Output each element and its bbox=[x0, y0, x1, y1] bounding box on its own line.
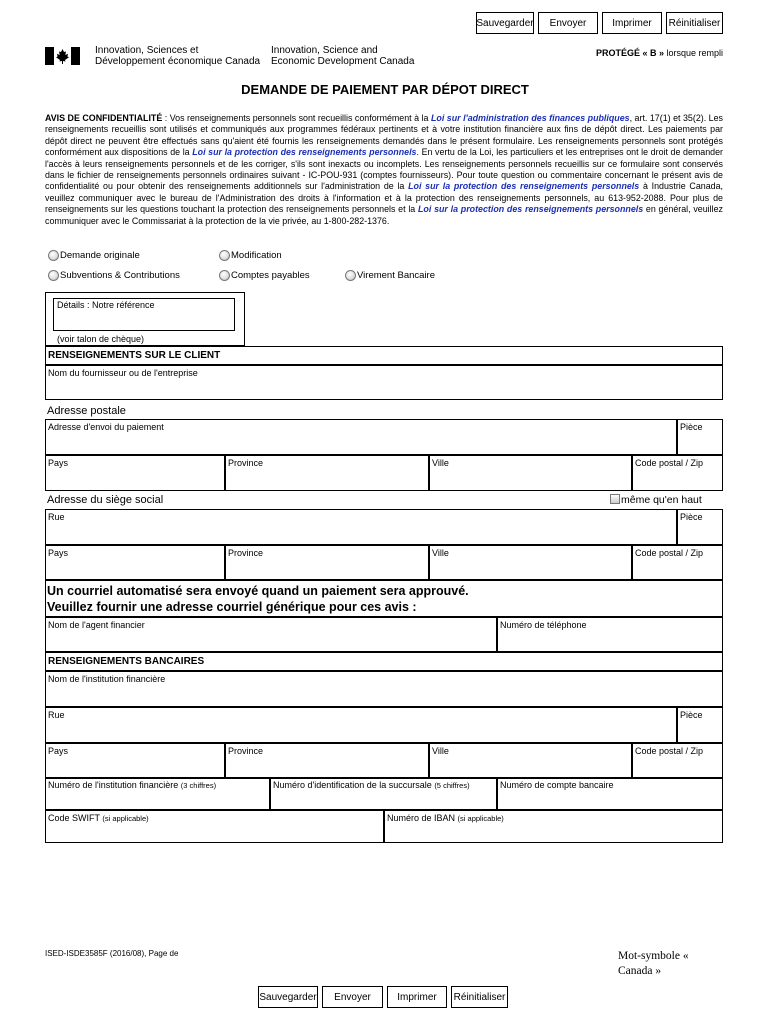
print-button[interactable]: Imprimer bbox=[602, 12, 662, 34]
save-button-bottom[interactable]: Sauvegarder bbox=[258, 986, 318, 1008]
bank-country-label: Pays bbox=[48, 746, 69, 756]
postal-address-heading: Adresse postale bbox=[47, 405, 126, 417]
bank-street-field[interactable] bbox=[45, 707, 677, 743]
send-button[interactable]: Envoyer bbox=[538, 12, 598, 34]
bank-city-label: Ville bbox=[432, 746, 449, 756]
same-as-above-label: même qu'en haut bbox=[621, 494, 702, 506]
protected-label: PROTÉGÉ « B » lorsque rempli bbox=[595, 48, 723, 58]
supplier-name-label: Nom du fournisseur ou de l'entreprise bbox=[48, 368, 198, 378]
country-field-2[interactable] bbox=[45, 545, 225, 580]
phone-label: Numéro de téléphone bbox=[500, 620, 587, 630]
head-office-heading: Adresse du siège social bbox=[47, 494, 164, 506]
canada-wordmark: Mot-symbole « Canada » bbox=[618, 950, 689, 977]
bank-country-field[interactable] bbox=[45, 743, 225, 778]
city-label-2: Ville bbox=[432, 548, 449, 558]
country-label-2: Pays bbox=[48, 548, 69, 558]
radio-modification[interactable]: Modification bbox=[219, 250, 282, 261]
institution-number-label: Numéro de l'institution financière (3 chiffres) bbox=[48, 780, 217, 790]
reset-button-bottom[interactable]: Réinitialiser bbox=[451, 986, 508, 1008]
form-id: ISED-ISDE3585F (2016/08), Page de bbox=[45, 949, 179, 958]
city-label: Ville bbox=[432, 458, 449, 468]
dept-name-en: Innovation, Science and Economic Development Canada bbox=[271, 45, 415, 67]
radio-bank-transfer[interactable]: Virement Bancaire bbox=[345, 270, 435, 281]
reset-button[interactable]: Réinitialiser bbox=[666, 12, 723, 34]
law-link: Loi sur la protection des renseignements personnels bbox=[192, 147, 417, 158]
province-label: Province bbox=[228, 458, 264, 468]
unit-label-2: Pièce bbox=[680, 512, 703, 522]
radio-original-request[interactable]: Demande originale bbox=[48, 250, 140, 261]
bank-unit-label: Pièce bbox=[680, 710, 703, 720]
law-link: Loi sur l'administration des finances publiques bbox=[431, 113, 630, 123]
account-number-label: Numéro de compte bancaire bbox=[500, 780, 614, 790]
reference-label: Détails : Notre référence bbox=[57, 300, 155, 310]
radio-accounts-payable[interactable]: Comptes payables bbox=[219, 270, 310, 281]
city-field[interactable] bbox=[429, 455, 632, 491]
city-field-2[interactable] bbox=[429, 545, 632, 580]
page-title: DEMANDE DE PAIEMENT PAR DÉPOT DIRECT bbox=[241, 82, 529, 97]
reference-stub-note: (voir talon de chèque) bbox=[57, 334, 145, 344]
iban-label: Numéro de IBAN (si applicable) bbox=[387, 813, 504, 823]
bank-province-label: Province bbox=[228, 746, 264, 756]
street-label: Rue bbox=[48, 512, 65, 522]
same-as-above-checkbox[interactable] bbox=[610, 494, 620, 504]
institution-name-label: Nom de l'institution financière bbox=[48, 674, 166, 684]
law-link: Loi sur la protection des renseignements personnels bbox=[418, 204, 644, 215]
print-button-bottom[interactable]: Imprimer bbox=[387, 986, 447, 1008]
radio-circle-icon bbox=[48, 270, 59, 281]
country-label: Pays bbox=[48, 458, 69, 468]
client-section-title: RENSEIGNEMENTS SUR LE CLIENT bbox=[48, 350, 221, 361]
street-field[interactable] bbox=[45, 509, 677, 545]
email-notice-text: Un courriel automatisé sera envoyé quand un paiement sera approuvé. Veuillez fournir une adresse courriel générique pour ces avis : bbox=[47, 584, 469, 614]
save-button[interactable]: Sauvegarder bbox=[476, 12, 534, 34]
radio-circle-icon bbox=[48, 250, 59, 261]
radio-circle-icon bbox=[219, 250, 230, 261]
branch-number-label: Numéro d'identification de la succursale (5 chiffres) bbox=[273, 780, 470, 790]
payment-address-label: Adresse d'envoi du paiement bbox=[48, 422, 164, 432]
dept-name-fr: Innovation, Sciences et Développement économique Canada bbox=[95, 45, 261, 67]
radio-circle-icon bbox=[219, 270, 230, 281]
agent-name-label: Nom de l'agent financier bbox=[48, 620, 145, 630]
law-link: Loi sur la protection des renseignements personnels bbox=[408, 181, 640, 192]
bank-street-label: Rue bbox=[48, 710, 65, 720]
privacy-notice: AVIS DE CONFIDENTIALITÉ : Vos renseignements personnels sont recueillis conformément à la Loi sur l'administration des finances publiques, art. 17(1) et 35(2). Les renseignements recueillis sont utilisés et communiqués aux programmes fédéraux pertinents et à votre institution financière aux fins de dépôt direct. Les paiements par dépôt direct ne peuvent être effectués sans qu'aient été fournis les renseignements demandés dans le présent formulaire. Les renseignements personnels sont protégés conformément aux dispositions de la Loi sur la protection des renseignements personnels. En vertu de la Loi, les particuliers et les entreprises ont le droit de demander l'accès à leurs renseignements personnels et de les corriger, s'ils sont inexacts ou incomplets. Les renseignements personnels recueillis sur ce formulaire sont conservés dans le fichier de renseignements personnels ordinaires suivant - IC-POU-931 (comptes fournisseurs). Pour toute question ou commentaire concernant le présent avis de confidentialité ou pour obtenir des renseignements additionnels sur l'administration de la Loi sur la protection des renseignements personnels à Industrie Canada, veuillez communiquer avec le bureau de l'Administration des droits à l'information et à la protection des renseignements personnels, au 613-952-2088. Pour plus de renseignements sur les questions touchant la protection des renseignements personnels et la Loi sur la protection des renseignements personnels en général, veuillez communiquer avec le Commissariat à la protection de la vie privée, au 1-800-282-1376. bbox=[45, 113, 723, 226]
province-label-2: Province bbox=[228, 548, 264, 558]
send-button-bottom[interactable]: Envoyer bbox=[322, 986, 383, 1008]
bank-city-field[interactable] bbox=[429, 743, 632, 778]
swift-code-label: Code SWIFT (si applicable) bbox=[48, 813, 149, 823]
postal-code-label-2: Code postal / Zip bbox=[635, 548, 704, 558]
radio-subventions[interactable]: Subventions & Contributions bbox=[48, 270, 180, 281]
unit-label: Pièce bbox=[680, 422, 703, 432]
bank-postal-code-label: Code postal / Zip bbox=[635, 746, 704, 756]
canada-flag-icon bbox=[45, 47, 80, 65]
radio-circle-icon bbox=[345, 270, 356, 281]
country-field[interactable] bbox=[45, 455, 225, 491]
postal-code-label: Code postal / Zip bbox=[635, 458, 704, 468]
banking-section-title: RENSEIGNEMENTS BANCAIRES bbox=[48, 656, 205, 667]
